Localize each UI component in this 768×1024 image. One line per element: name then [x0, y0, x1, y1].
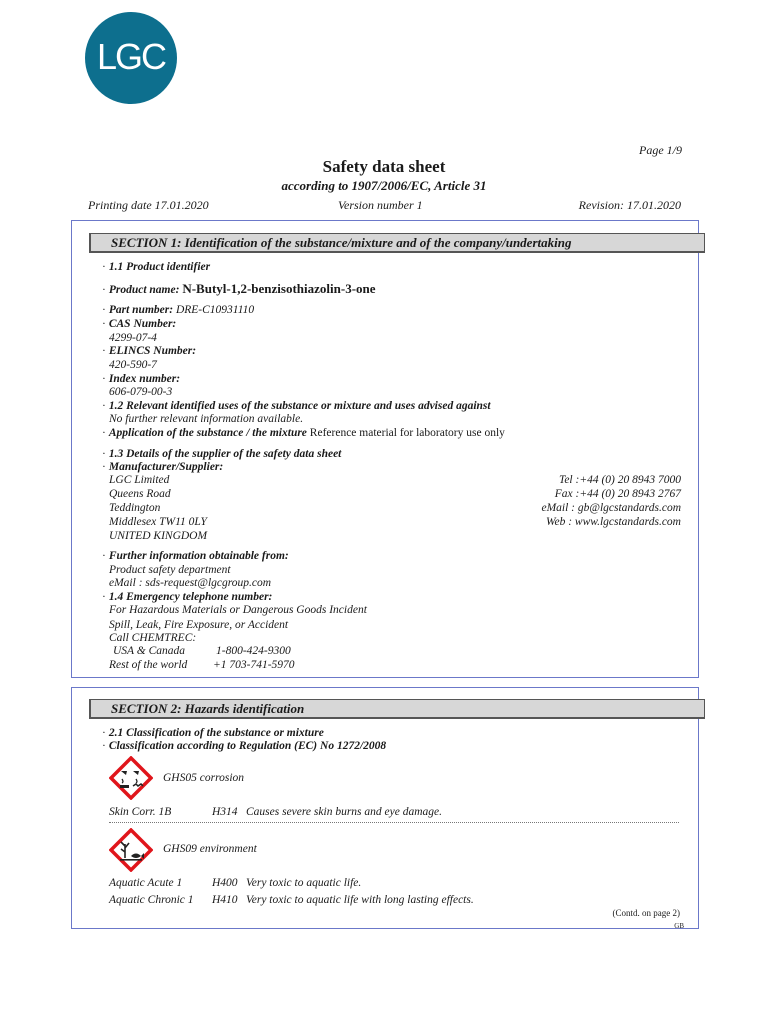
cas-label: · CAS Number: — [102, 318, 177, 330]
address-line: Teddington — [109, 502, 161, 514]
emergency-line: Spill, Leak, Fire Exposure, or Accident — [109, 619, 289, 631]
application-row: · Application of the substance / the mixture Reference material for laboratory use only — [102, 427, 505, 439]
classification-label: · 2.1 Classification of the substance or mixture — [102, 727, 324, 739]
regulation-label: · Classification according to Regulation (EC) No 1272/2008 — [102, 740, 387, 752]
uses-text: No further relevant information available. — [109, 413, 304, 425]
cas-value: 4299-07-4 — [109, 332, 157, 344]
further-info-label: · Further information obtainable from: — [102, 550, 289, 562]
product-name-row: · Product name: N-Butyl-1,2-benzisothiazolin-3-one — [102, 281, 376, 296]
emergency-line: Call CHEMTREC: — [109, 632, 197, 644]
printing-date: Printing date 17.01.2020 — [88, 198, 209, 212]
emergency-line: For Hazardous Materials or Dangerous Goods Incident — [109, 604, 367, 616]
further-info-line: Product safety department — [109, 564, 231, 576]
address-line: LGC Limited — [109, 474, 170, 486]
skin-code: H314 — [212, 806, 238, 818]
version-number: Version number 1 — [338, 198, 423, 212]
aquatic-acute-class: Aquatic Acute 1 — [109, 877, 183, 889]
uses-label: · 1.2 Relevant identified uses of the substance or mixture and uses advised against — [102, 400, 491, 412]
supplier-details-label: · 1.3 Details of the supplier of the safety data sheet — [102, 448, 342, 460]
aquatic-chronic-text: Very toxic to aquatic life with long lasting effects. — [246, 894, 474, 906]
index-value: 606-079-00-3 — [109, 386, 173, 398]
lgc-logo — [85, 12, 177, 104]
dotted-separator — [109, 822, 679, 823]
part-number-row: · Part number: DRE-C10931110 — [102, 304, 255, 316]
ghs05-label: GHS05 corrosion — [163, 772, 245, 784]
contact-tel: Tel :+44 (0) 20 8943 7000 — [558, 474, 681, 486]
address-line: Middlesex TW11 0LY — [109, 516, 207, 528]
aquatic-chronic-code: H410 — [212, 894, 238, 906]
elincs-value: 420-590-7 — [109, 359, 157, 371]
aquatic-chronic-class: Aquatic Chronic 1 — [109, 894, 194, 906]
document-title: Safety data sheet — [322, 157, 446, 176]
address-line: UNITED KINGDOM — [109, 530, 208, 542]
country-code: GB — [674, 922, 684, 930]
section-2-heading: SECTION 2: Hazards identification — [89, 699, 705, 719]
emergency-label: · 1.4 Emergency telephone number: — [102, 591, 273, 603]
elincs-label: · ELINCS Number: — [102, 345, 197, 357]
index-label: · Index number: — [102, 373, 181, 385]
product-identifier-label: · 1.1 Product identifier — [102, 261, 211, 273]
section-1-heading: SECTION 1: Identification of the substance/mixture and of the company/undertaking — [89, 233, 705, 253]
continued-note: (Contd. on page 2) — [612, 908, 680, 918]
logo-text: LGC — [96, 36, 166, 77]
usa-phone: 1-800-424-9300 — [216, 645, 291, 657]
skin-class: Skin Corr. 1B — [109, 806, 172, 818]
address-line: Queens Road — [109, 488, 171, 500]
world-phone: +1 703-741-5970 — [213, 659, 295, 671]
ghs09-environment-icon — [109, 828, 153, 872]
ghs05-corrosion-icon — [109, 756, 153, 800]
contact-email: eMail : gb@lgcstandards.com — [541, 502, 681, 514]
aquatic-acute-code: H400 — [212, 877, 238, 889]
revision-date: Revision: 17.01.2020 — [578, 198, 681, 212]
world-label: Rest of the world — [109, 659, 188, 671]
manufacturer-label: · Manufacturer/Supplier: — [102, 461, 224, 473]
contact-fax: Fax :+44 (0) 20 8943 2767 — [554, 488, 681, 500]
usa-label: USA & Canada — [113, 645, 185, 657]
ghs09-label: GHS09 environment — [163, 843, 257, 855]
skin-text: Causes severe skin burns and eye damage. — [246, 806, 442, 818]
document-subtitle: according to 1907/2006/EC, Article 31 — [281, 178, 487, 193]
contact-web: Web : www.lgcstandards.com — [545, 516, 681, 528]
further-info-line: eMail : sds-request@lgcgroup.com — [109, 577, 272, 589]
page-number: Page 1/9 — [639, 143, 682, 157]
aquatic-acute-text: Very toxic to aquatic life. — [246, 877, 362, 889]
product-name: N-Butyl-1,2-benzisothiazolin-3-one — [182, 281, 376, 296]
